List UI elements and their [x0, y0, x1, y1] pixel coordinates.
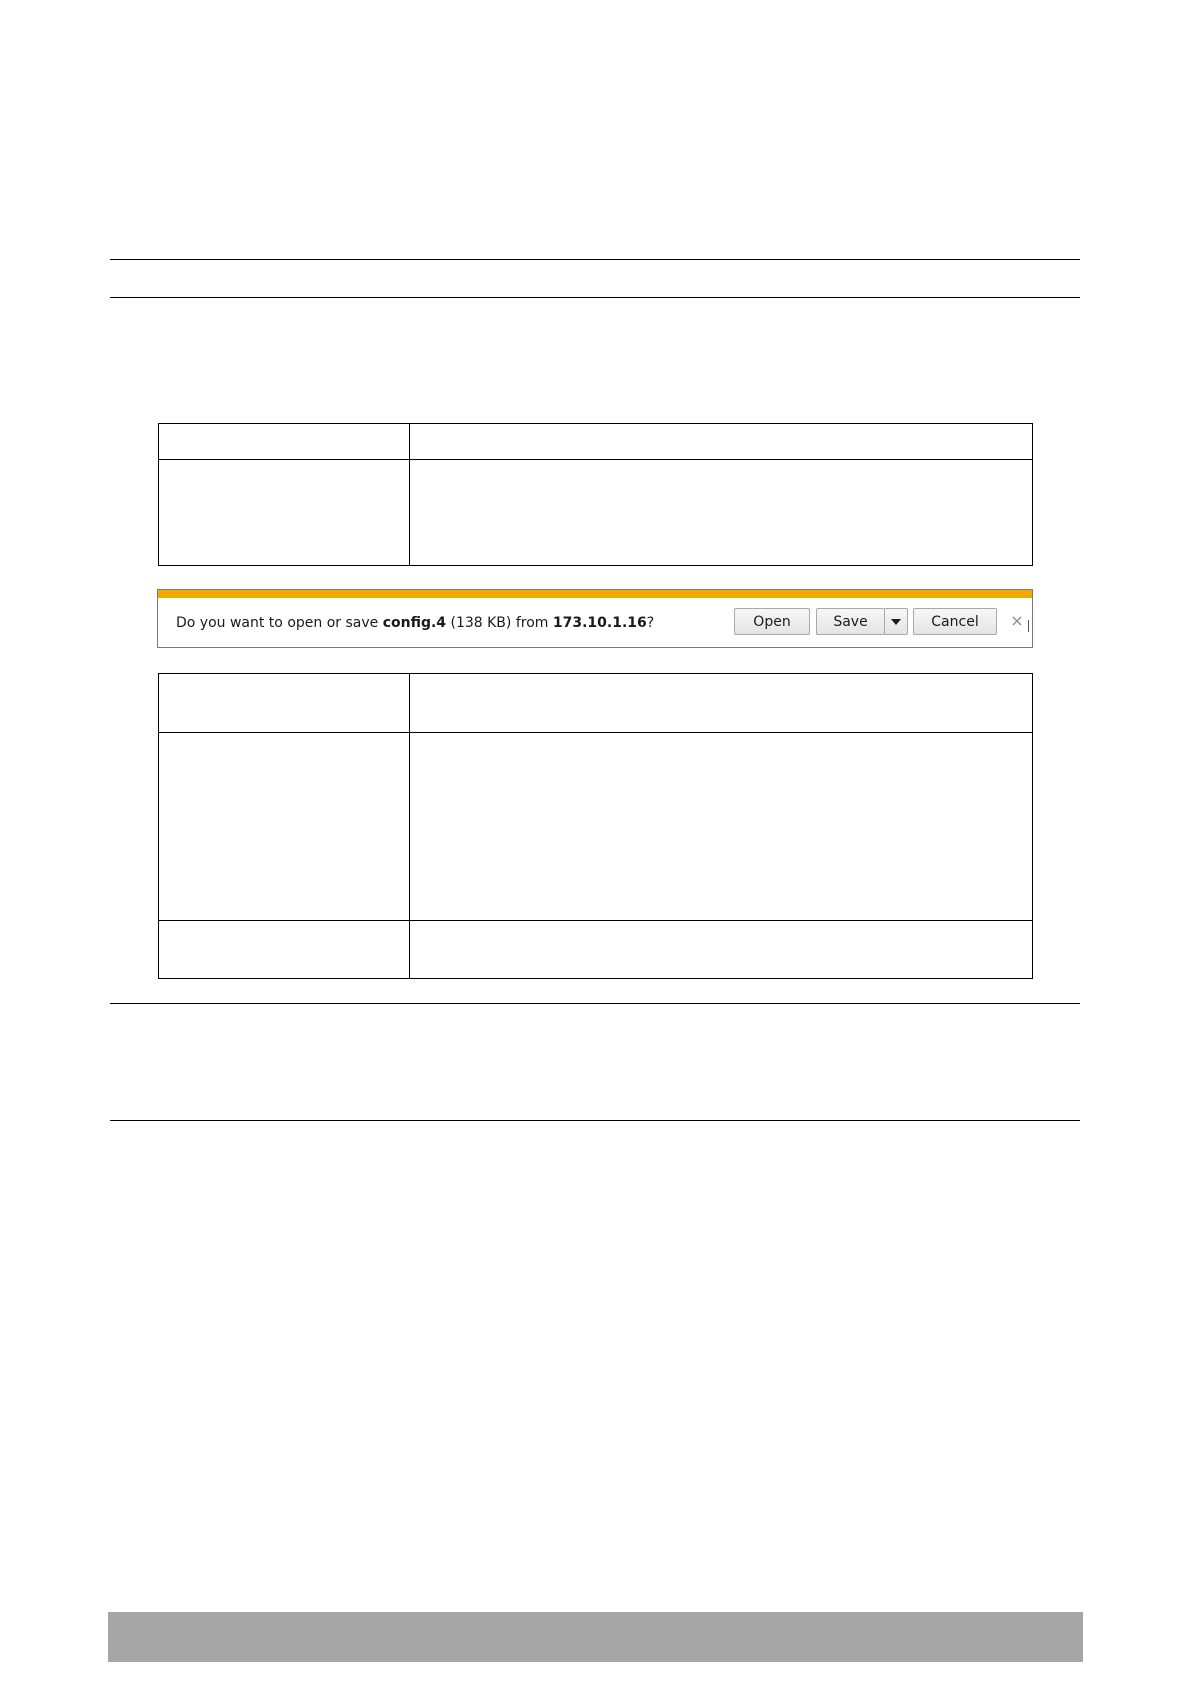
chevron-down-icon	[891, 619, 901, 625]
cancel-button[interactable]: Cancel	[913, 608, 997, 635]
bar-edge-mark	[1028, 620, 1032, 632]
source-host: 173.10.1.16	[552, 615, 647, 631]
table-2-row-divider-1	[159, 732, 1032, 733]
page-footer-bar	[108, 1612, 1083, 1662]
open-button[interactable]: Open	[734, 608, 810, 635]
table-1-column-divider	[409, 424, 410, 565]
table-2-row-divider-2	[159, 920, 1032, 921]
download-prompt	[176, 615, 654, 631]
save-button[interactable]: Save	[816, 608, 885, 635]
save-options-button[interactable]	[884, 608, 908, 635]
bottom-rule-2	[110, 1120, 1080, 1121]
table-2	[158, 673, 1033, 979]
table-1	[158, 423, 1033, 566]
table-1-row-divider	[159, 459, 1032, 460]
top-rule-2	[110, 297, 1080, 298]
prompt-suffix: ?	[646, 615, 655, 631]
bottom-rule-1	[110, 1003, 1080, 1004]
notification-accent-stripe	[158, 590, 1032, 598]
prompt-prefix: Do you want to open or save	[176, 615, 383, 631]
file-name: config.4	[382, 615, 447, 631]
top-rule-1	[110, 259, 1080, 260]
close-icon[interactable]: ×	[1010, 611, 1024, 630]
download-notification-bar	[157, 589, 1033, 648]
file-size: (138 KB) from	[446, 615, 553, 631]
table-2-column-divider	[409, 674, 410, 978]
